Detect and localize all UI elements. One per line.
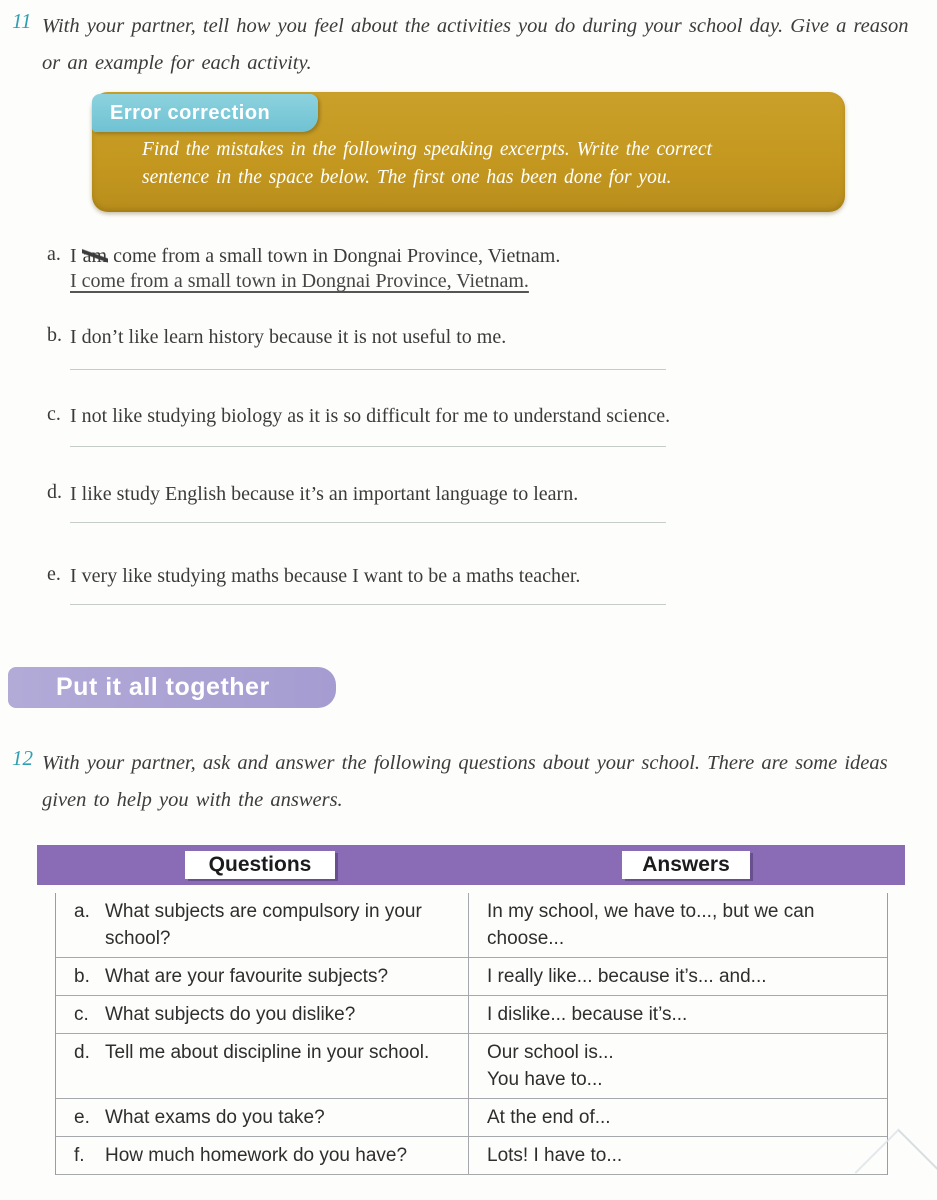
row-letter: c.	[74, 1004, 89, 1025]
table-header-bar	[37, 845, 905, 885]
list-item-c	[47, 403, 887, 429]
table-row	[56, 893, 887, 958]
item-sentence: I very like studying maths because I want to be a maths teacher.	[70, 565, 581, 587]
answer-line-2: You have to...	[487, 1069, 603, 1090]
question-cell	[56, 996, 469, 1033]
question-text: How much homework do you have?	[105, 1145, 408, 1166]
sentence-pre: I	[70, 245, 82, 267]
exercise-12	[12, 745, 924, 819]
row-letter: a.	[74, 901, 90, 922]
exercise-11-instruction: With your partner, tell how you feel about the activities you do during your school day. Give a reason or an example for each activity.	[42, 15, 909, 74]
exercise-12-number: 12	[12, 746, 33, 770]
table-row	[56, 1034, 887, 1099]
question-text: What exams do you take?	[105, 1107, 325, 1128]
answer-cell: I dislike... because it’s...	[487, 1004, 688, 1025]
section-banner	[8, 667, 336, 708]
error-correction-instruction: Find the mistakes in the following speaking excerpts. Write the correct sentence in the space below. The first one has been done for you.	[142, 139, 713, 188]
question-text: Tell me about discipline in your school.	[105, 1042, 430, 1063]
question-cell	[56, 1099, 469, 1136]
item-letter: b.	[47, 324, 62, 346]
row-letter: b.	[74, 966, 90, 987]
item-letter: d.	[47, 481, 62, 503]
list-item-b	[47, 324, 887, 350]
item-sentence	[70, 243, 560, 269]
table-row	[56, 1099, 887, 1137]
error-correction-tab	[92, 94, 318, 132]
answer-blank-line	[70, 446, 666, 447]
list-item-e	[47, 563, 887, 589]
error-correction-tab-label: Error correction	[110, 101, 271, 124]
list-item-a	[47, 243, 887, 269]
answer-line-1: Our school is...	[487, 1042, 614, 1063]
struck-word: am	[82, 245, 108, 267]
exercise-12-instruction: With your partner, ask and answer the following questions about your school. There are some ideas given to help you with the answers.	[42, 752, 888, 811]
item-sentence: I don’t like learn history because it is not useful to me.	[70, 326, 507, 348]
answer-cell: I really like... because it’s... and...	[487, 966, 767, 987]
table-body	[55, 893, 888, 1175]
answer-cell: Lots! I have to...	[487, 1145, 623, 1166]
question-text: What are your favourite subjects?	[105, 966, 389, 987]
item-letter: c.	[47, 403, 61, 425]
questions-column-header: Questions	[185, 851, 335, 879]
answer-cell: At the end of...	[487, 1107, 611, 1128]
answer-cell: In my school, we have to..., but we can choose...	[487, 901, 815, 949]
question-cell	[56, 1137, 469, 1174]
error-correction-box	[92, 92, 845, 212]
question-cell	[56, 893, 469, 957]
sentence-post: come from a small town in Dongnai Province, Vietnam.	[108, 245, 561, 267]
answer-blank-line	[70, 604, 666, 605]
answer-blank-line	[70, 522, 666, 523]
question-cell	[56, 1034, 469, 1098]
question-text: What subjects do you dislike?	[105, 1004, 356, 1025]
question-cell	[56, 958, 469, 995]
exercise-11	[12, 8, 924, 82]
row-letter: e.	[74, 1107, 90, 1128]
table-row	[56, 996, 887, 1034]
table-row	[56, 1137, 887, 1175]
corrected-answer: I come from a small town in Dongnai Province, Vietnam.	[70, 270, 529, 292]
list-item-d	[47, 481, 887, 507]
answers-column-header: Answers	[622, 851, 750, 879]
section-banner-label: Put it all together	[56, 673, 270, 701]
row-letter: d.	[74, 1042, 90, 1063]
row-letter: f.	[74, 1145, 85, 1166]
table-row	[56, 958, 887, 996]
item-letter: e.	[47, 563, 61, 585]
answer-blank-line	[70, 369, 666, 370]
item-sentence: I not like studying biology as it is so difficult for me to understand science.	[70, 405, 671, 427]
answer-cell	[469, 1034, 887, 1098]
item-sentence: I like study English because it’s an important language to learn.	[70, 483, 579, 505]
question-text: What subjects are compulsory in your school?	[105, 901, 422, 949]
questions-answers-table	[37, 845, 905, 1175]
exercise-11-number: 11	[12, 9, 32, 33]
item-letter: a.	[47, 243, 61, 265]
